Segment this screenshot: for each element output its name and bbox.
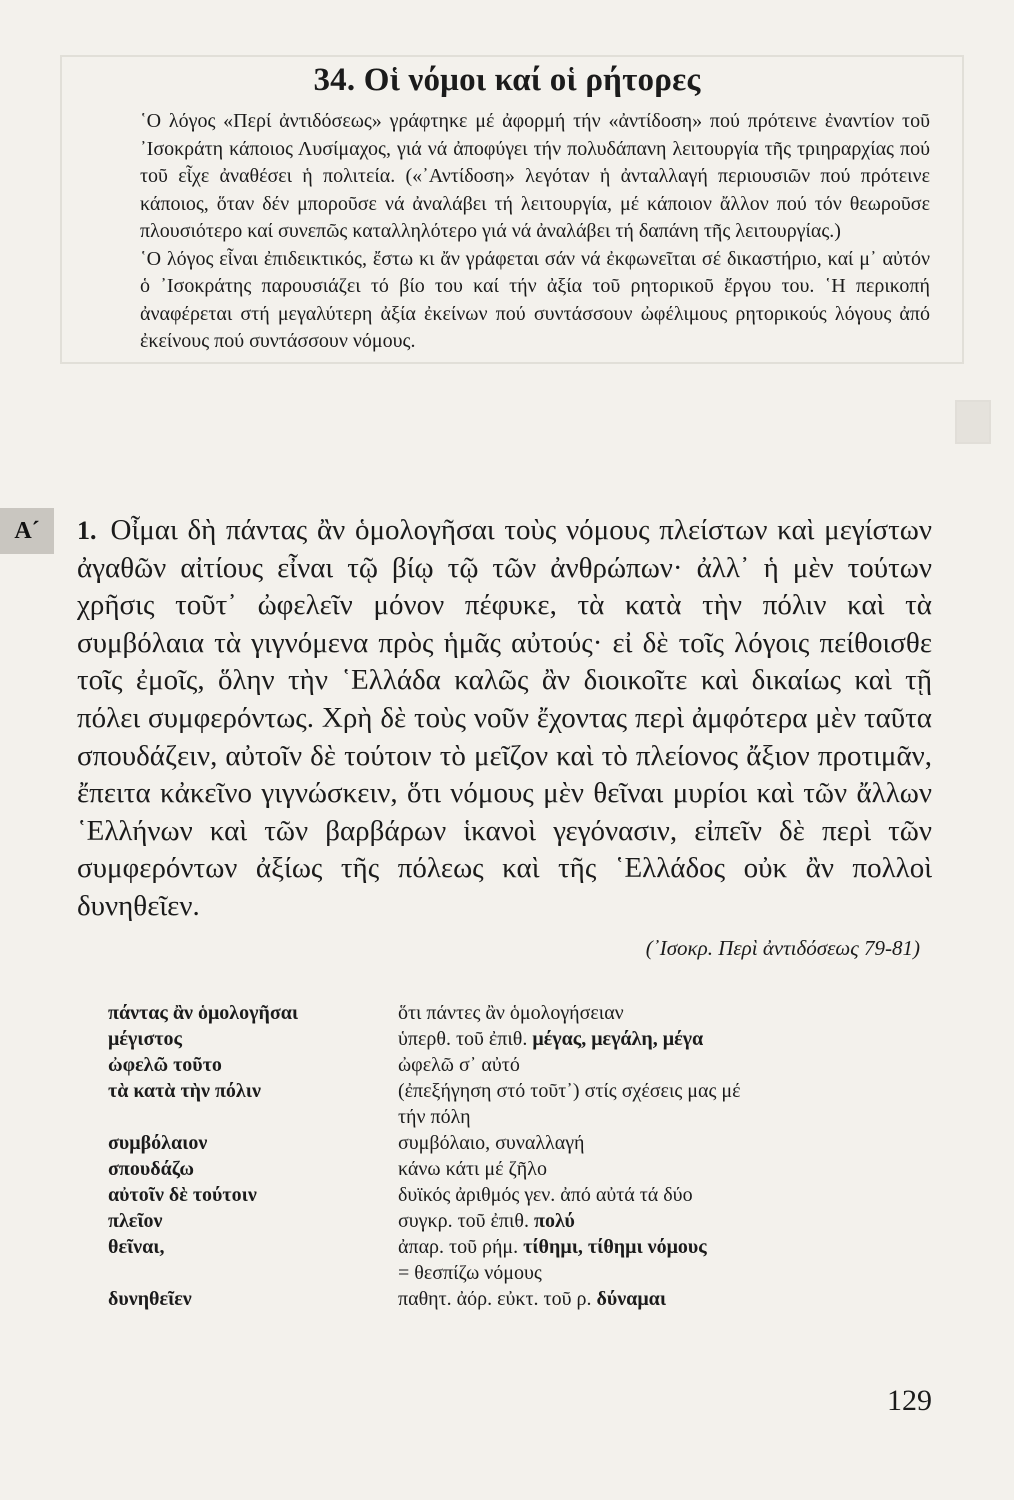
- vocab-definition-text: τήν πόλη: [398, 1106, 471, 1128]
- vocab-term: πάντας ἂν ὁμολογῆσαι: [108, 1002, 299, 1024]
- vocab-definition: [398, 1182, 948, 1208]
- vocabulary-list: [108, 1000, 948, 1312]
- vocab-definition-bold: τίθημι, τίθημι νόμους: [523, 1236, 707, 1258]
- vocab-definition-text: συγκρ. τοῦ ἐπιθ.: [398, 1210, 529, 1232]
- vocab-definition-bold: μέγας, μεγάλη, μέγα: [532, 1028, 704, 1050]
- vocab-definition: [398, 1234, 948, 1260]
- vocab-row: [108, 1000, 948, 1026]
- vocab-term: σπουδάζω: [108, 1158, 194, 1180]
- vocab-definition-text: ὑπερθ. τοῦ ἐπιθ.: [398, 1028, 528, 1050]
- vocab-term: πλεῖον: [108, 1210, 163, 1232]
- introduction: [140, 108, 930, 356]
- vocab-definition: [398, 1026, 948, 1052]
- vocab-term: [108, 1104, 398, 1130]
- vocab-row: [108, 1104, 948, 1130]
- section-label: Α´: [0, 508, 54, 554]
- intro-paragraph: ῾Ο λόγος «Περί ἀντιδόσεως» γράφτηκε μέ ἀφορμή τήν «ἀντίδοση» πού πρότεινε ἐναντίον τοῦ ᾿Ισοκράτη κάποιος Λυσίμαχος, γιά νά ἀποφύγει τήν πολυδάπανη λειτουργία τῆς τριηραρχίας πού τοῦ εἶχε ἀναθέσει ἡ πολιτεία. («᾿Αντίδοση» λεγόταν ἡ ἀνταλλαγή περιουσιῶν πού πρότεινε κάποιος, ὅταν δέν μποροῦσε νά ἀναλάβει τή λειτουργία, μέ κάποιον ἄλλον πού τόν θεωροῦσε πλουσιότερο καί συνεπῶς καταλληλότερο γιά νά ἀναλάβει τή δαπάνη τῆς λειτουργίας.): [140, 110, 930, 242]
- vocab-term: θεῖναι,: [108, 1236, 165, 1258]
- vocab-definition: [398, 1130, 948, 1156]
- vocab-definition: [398, 1104, 948, 1130]
- chapter-title: 34. Οἱ νόμοι καί οἱ ρήτορες: [313, 62, 701, 98]
- vocab-definition-bold: δύναμαι: [596, 1288, 667, 1310]
- vocab-row: [108, 1026, 948, 1052]
- vocab-definition: [398, 1052, 948, 1078]
- vocab-row: [108, 1286, 948, 1312]
- greek-passage: [77, 512, 932, 926]
- vocab-definition: [398, 1208, 948, 1234]
- vocab-definition-text: κάνω κάτι μέ ζῆλο: [398, 1158, 547, 1180]
- intro-paragraph: ῾Ο λόγος εἶναι ἐπιδεικτικός, ἔστω κι ἄν γράφεται σάν νά ἐκφωνεῖται σέ δικαστήριο, καί μ᾿ αὐτόν ὁ ᾿Ισοκράτης παρουσιάζει τό βίο του καί τήν ἀξία τοῦ ρητορικοῦ ἔργου του. ῾Η περικοπή ἀναφέρεται στή μεγαλύτερη ἀξία ἐκείνων πού συντάσσουν ὠφέλιμους ρητορικούς λόγους ἀπό ἐκείνους πού συντάσσουν νόμους.: [140, 247, 930, 352]
- vocab-definition-text: ὅτι πάντες ἂν ὁμολογήσειαν: [398, 1002, 624, 1024]
- vocab-definition: [398, 1286, 948, 1312]
- vocab-term: ὠφελῶ τοῦτο: [108, 1054, 222, 1076]
- vocab-definition-text: ἀπαρ. τοῦ ρήμ.: [398, 1236, 519, 1258]
- vocab-term: μέγιστος: [108, 1028, 182, 1050]
- vocab-row: [108, 1156, 948, 1182]
- vocab-row: [108, 1208, 948, 1234]
- vocab-term: [108, 1260, 398, 1286]
- vocab-definition-text: = θεσπίζω νόμους: [398, 1262, 542, 1284]
- passage-number: 1.: [77, 516, 97, 545]
- vocab-definition-bold: πολύ: [533, 1210, 575, 1232]
- vocab-definition: [398, 1078, 948, 1104]
- vocab-row: [108, 1234, 948, 1260]
- vocab-definition: [398, 1000, 948, 1026]
- vocab-definition: [398, 1260, 948, 1286]
- page-number: 129: [887, 1384, 932, 1417]
- vocab-term: συμβόλαιον: [108, 1132, 208, 1154]
- show-through-frame: [955, 400, 991, 444]
- vocab-row: [108, 1260, 948, 1286]
- vocab-definition-text: ὠφελῶ σ᾿ αὐτό: [398, 1054, 520, 1076]
- vocab-term: αὐτοῖν δὲ τούτοιν: [108, 1184, 257, 1206]
- vocab-row: [108, 1182, 948, 1208]
- vocab-definition-text: συμβόλαιο, συναλλαγή: [398, 1132, 585, 1154]
- vocab-definition-text: (ἐπεξήγηση στό τοῦτ᾿) στίς σχέσεις μας μέ: [398, 1080, 741, 1102]
- source-citation: (᾿Ισοκρ. Περὶ ἀντιδόσεως 79-81): [645, 936, 920, 960]
- vocab-definition-text: παθητ. ἀόρ. εὐκτ. τοῦ ρ.: [398, 1288, 592, 1310]
- vocab-row: [108, 1052, 948, 1078]
- vocab-row: [108, 1078, 948, 1104]
- vocab-definition-text: δυϊκός ἀριθμός γεν. ἀπό αὐτά τά δύο: [398, 1184, 693, 1206]
- vocab-definition: [398, 1156, 948, 1182]
- vocab-row: [108, 1130, 948, 1156]
- vocab-term: τὰ κατὰ τὴν πόλιν: [108, 1080, 261, 1102]
- vocab-term: δυνηθεῖεν: [108, 1288, 192, 1310]
- passage-text: Οἶμαι δὴ πάντας ἂν ὁμολογῆσαι τοὺς νόμους πλείστων καὶ μεγίστων ἀγαθῶν αἰτίους εἶναι τῷ βίῳ τῷ τῶν ἀνθρώπων· ἀλλ᾿ ἡ μὲν τούτων χρῆσις τοῦτ᾿ ὠφελεῖν μόνον πέφυκε, τὰ κατὰ τὴν πόλιν καὶ τὰ συμβόλαια τὰ γιγνόμενα πρὸς ἡμᾶς αὐτούς· εἰ δὲ τοῖς λόγοις πείθοισθε τοῖς ἐμοῖς, ὅλην τὴν ῾Ελλάδα καλῶς ἂν διοικοῖτε καὶ δικαίως καὶ τῇ πόλει συμφερόντως. Χρὴ δὲ τοὺς νοῦν ἔχοντας περὶ ἀμφότερα μὲν ταῦτα σπουδάζειν, αὐτοῖν δὲ τούτοιν τὸ μεῖζον καὶ τὸ πλείονος ἄξιον προτιμᾶν, ἔπειτα κἀκεῖνο γιγνώσκειν, ὅτι νόμους μὲν θεῖναι μυρίοι καὶ τῶν ἄλλων ῾Ελλήνων καὶ τῶν βαρβάρων ἱκανοὶ γεγόνασιν, εἰπεῖν δὲ περὶ τῶν συμφερόντων ἀξίως τῆς πόλεως καὶ τῆς ῾Ελλάδος οὐκ ἂν πολλοὶ δυνηθεῖεν.: [77, 514, 932, 922]
